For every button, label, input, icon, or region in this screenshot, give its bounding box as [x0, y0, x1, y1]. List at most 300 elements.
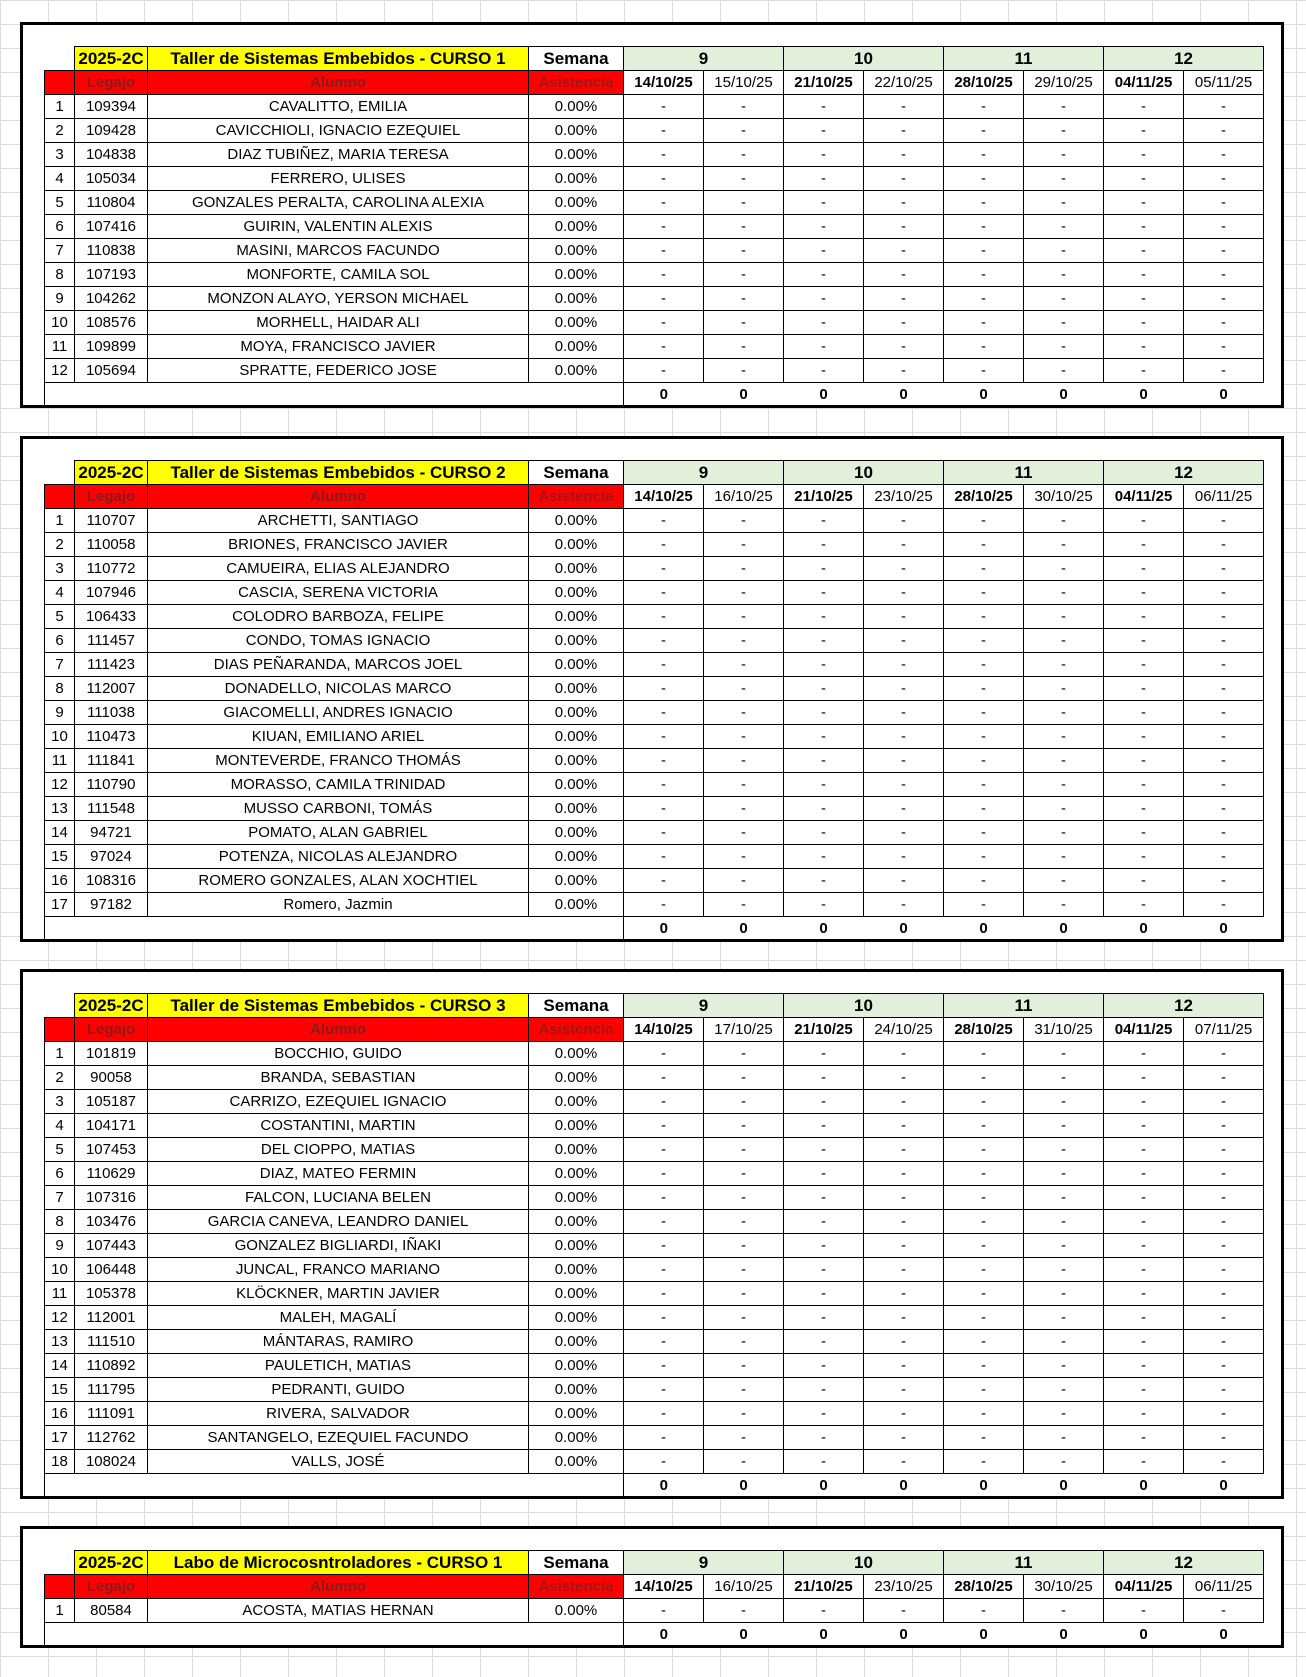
attendance-mark-cell[interactable]: -	[624, 1042, 704, 1066]
student-name-cell[interactable]: GONZALEZ BIGLIARDI, IÑAKI	[148, 1234, 529, 1258]
legajo-cell[interactable]: 107416	[75, 215, 148, 239]
attendance-mark-cell[interactable]: -	[944, 725, 1024, 749]
attendance-mark-cell[interactable]: -	[1104, 1234, 1184, 1258]
row-number[interactable]: 18	[45, 1450, 75, 1474]
attendance-mark-cell[interactable]: -	[864, 1378, 944, 1402]
attendance-mark-cell[interactable]: -	[784, 1402, 864, 1426]
attendance-mark-cell[interactable]: -	[784, 287, 864, 311]
attendance-mark-cell[interactable]: -	[784, 509, 864, 533]
attendance-mark-cell[interactable]: -	[784, 359, 864, 383]
date-total-cell[interactable]: 0	[1139, 385, 1148, 403]
attendance-mark-cell[interactable]: -	[784, 1186, 864, 1210]
attendance-mark-cell[interactable]: -	[944, 143, 1024, 167]
attendance-mark-cell[interactable]: -	[784, 263, 864, 287]
row-number[interactable]: 8	[45, 1210, 75, 1234]
attendance-mark-cell[interactable]: -	[1104, 1258, 1184, 1282]
attendance-mark-cell[interactable]: -	[624, 1282, 704, 1306]
attendance-mark-cell[interactable]: -	[1024, 1090, 1104, 1114]
attendance-mark-cell[interactable]: -	[1104, 869, 1184, 893]
date-total-cell[interactable]: 0	[1219, 385, 1228, 403]
attendance-percent-cell[interactable]: 0.00%	[529, 95, 624, 119]
attendance-percent-cell[interactable]: 0.00%	[529, 701, 624, 725]
legajo-cell[interactable]: 108024	[75, 1450, 148, 1474]
legajo-cell[interactable]: 109899	[75, 335, 148, 359]
attendance-mark-cell[interactable]: -	[944, 287, 1024, 311]
attendance-mark-cell[interactable]: -	[704, 359, 784, 383]
row-number[interactable]: 10	[45, 1258, 75, 1282]
attendance-mark-cell[interactable]: -	[864, 1354, 944, 1378]
attendance-mark-cell[interactable]: -	[1104, 821, 1184, 845]
row-number[interactable]: 9	[45, 287, 75, 311]
student-name-cell[interactable]: CASCIA, SERENA VICTORIA	[148, 581, 529, 605]
attendance-percent-cell[interactable]: 0.00%	[529, 1210, 624, 1234]
attendance-mark-cell[interactable]: -	[1024, 359, 1104, 383]
row-number[interactable]: 7	[45, 653, 75, 677]
student-name-cell[interactable]: Romero, Jazmin	[148, 893, 529, 917]
student-name-cell[interactable]: ACOSTA, MATIAS HERNAN	[148, 1599, 529, 1623]
attendance-mark-cell[interactable]: -	[944, 95, 1024, 119]
attendance-mark-cell[interactable]: -	[1184, 677, 1264, 701]
attendance-mark-cell[interactable]: -	[864, 143, 944, 167]
attendance-mark-cell[interactable]: -	[1184, 821, 1264, 845]
date-total-cell[interactable]: 0	[1139, 919, 1148, 937]
date-total-cell[interactable]: 0	[1059, 1625, 1068, 1643]
attendance-percent-cell[interactable]: 0.00%	[529, 1258, 624, 1282]
attendance-mark-cell[interactable]: -	[1024, 1330, 1104, 1354]
legajo-cell[interactable]: 105187	[75, 1090, 148, 1114]
attendance-mark-cell[interactable]: -	[1184, 1330, 1264, 1354]
attendance-percent-cell[interactable]: 0.00%	[529, 359, 624, 383]
attendance-mark-cell[interactable]: -	[944, 1426, 1024, 1450]
attendance-percent-cell[interactable]: 0.00%	[529, 335, 624, 359]
attendance-mark-cell[interactable]: -	[1104, 1114, 1184, 1138]
attendance-mark-cell[interactable]: -	[1024, 1354, 1104, 1378]
legajo-cell[interactable]: 110629	[75, 1162, 148, 1186]
attendance-percent-cell[interactable]: 0.00%	[529, 1114, 624, 1138]
row-number[interactable]: 8	[45, 263, 75, 287]
attendance-mark-cell[interactable]: -	[1184, 1426, 1264, 1450]
attendance-mark-cell[interactable]: -	[1024, 1042, 1104, 1066]
student-name-cell[interactable]: COSTANTINI, MARTIN	[148, 1114, 529, 1138]
attendance-mark-cell[interactable]: -	[704, 1186, 784, 1210]
attendance-mark-cell[interactable]: -	[704, 677, 784, 701]
attendance-mark-cell[interactable]: -	[704, 119, 784, 143]
attendance-mark-cell[interactable]: -	[704, 1138, 784, 1162]
attendance-mark-cell[interactable]: -	[784, 1258, 864, 1282]
attendance-mark-cell[interactable]: -	[784, 1282, 864, 1306]
attendance-mark-cell[interactable]: -	[1024, 773, 1104, 797]
student-name-cell[interactable]: PEDRANTI, GUIDO	[148, 1378, 529, 1402]
attendance-mark-cell[interactable]: -	[704, 1090, 784, 1114]
attendance-mark-cell[interactable]: -	[1024, 677, 1104, 701]
attendance-mark-cell[interactable]: -	[784, 1042, 864, 1066]
legajo-cell[interactable]: 110058	[75, 533, 148, 557]
student-name-cell[interactable]: MONFORTE, CAMILA SOL	[148, 263, 529, 287]
attendance-mark-cell[interactable]: -	[1024, 821, 1104, 845]
attendance-mark-cell[interactable]: -	[944, 581, 1024, 605]
attendance-mark-cell[interactable]: -	[1184, 1162, 1264, 1186]
attendance-mark-cell[interactable]: -	[704, 167, 784, 191]
attendance-mark-cell[interactable]: -	[784, 215, 864, 239]
attendance-mark-cell[interactable]: -	[1104, 653, 1184, 677]
attendance-mark-cell[interactable]: -	[624, 557, 704, 581]
attendance-percent-cell[interactable]: 0.00%	[529, 581, 624, 605]
attendance-percent-cell[interactable]: 0.00%	[529, 1402, 624, 1426]
attendance-mark-cell[interactable]: -	[1104, 1599, 1184, 1623]
student-name-cell[interactable]: FERRERO, ULISES	[148, 167, 529, 191]
attendance-mark-cell[interactable]: -	[1184, 1354, 1264, 1378]
attendance-mark-cell[interactable]: -	[944, 359, 1024, 383]
attendance-mark-cell[interactable]: -	[624, 629, 704, 653]
date-total-cell[interactable]: 0	[899, 1476, 908, 1494]
legajo-cell[interactable]: 106433	[75, 605, 148, 629]
student-name-cell[interactable]: MORHELL, HAIDAR ALI	[148, 311, 529, 335]
attendance-mark-cell[interactable]: -	[704, 821, 784, 845]
attendance-mark-cell[interactable]: -	[944, 773, 1024, 797]
row-number[interactable]: 5	[45, 191, 75, 215]
attendance-percent-cell[interactable]: 0.00%	[529, 1090, 624, 1114]
attendance-mark-cell[interactable]: -	[1024, 1282, 1104, 1306]
legajo-cell[interactable]: 105034	[75, 167, 148, 191]
attendance-mark-cell[interactable]: -	[624, 725, 704, 749]
attendance-mark-cell[interactable]: -	[704, 533, 784, 557]
attendance-mark-cell[interactable]: -	[1104, 1426, 1184, 1450]
attendance-mark-cell[interactable]: -	[944, 1138, 1024, 1162]
attendance-mark-cell[interactable]: -	[1024, 287, 1104, 311]
attendance-mark-cell[interactable]: -	[784, 533, 864, 557]
attendance-mark-cell[interactable]: -	[624, 1162, 704, 1186]
attendance-mark-cell[interactable]: -	[864, 869, 944, 893]
legajo-cell[interactable]: 112007	[75, 677, 148, 701]
attendance-mark-cell[interactable]: -	[624, 677, 704, 701]
attendance-mark-cell[interactable]: -	[864, 167, 944, 191]
date-total-cell[interactable]: 0	[819, 919, 828, 937]
attendance-mark-cell[interactable]: -	[784, 1306, 864, 1330]
attendance-mark-cell[interactable]: -	[784, 1450, 864, 1474]
attendance-mark-cell[interactable]: -	[704, 581, 784, 605]
attendance-mark-cell[interactable]: -	[1024, 239, 1104, 263]
attendance-mark-cell[interactable]: -	[784, 335, 864, 359]
attendance-mark-cell[interactable]: -	[704, 1282, 784, 1306]
row-number[interactable]: 3	[45, 143, 75, 167]
attendance-mark-cell[interactable]: -	[1024, 191, 1104, 215]
attendance-percent-cell[interactable]: 0.00%	[529, 509, 624, 533]
attendance-mark-cell[interactable]: -	[1184, 1450, 1264, 1474]
attendance-mark-cell[interactable]: -	[1104, 509, 1184, 533]
student-name-cell[interactable]: MUSSO CARBONI, TOMÁS	[148, 797, 529, 821]
attendance-mark-cell[interactable]: -	[1184, 239, 1264, 263]
attendance-mark-cell[interactable]: -	[704, 1306, 784, 1330]
legajo-cell[interactable]: 104171	[75, 1114, 148, 1138]
attendance-mark-cell[interactable]: -	[784, 1138, 864, 1162]
attendance-mark-cell[interactable]: -	[1024, 1234, 1104, 1258]
attendance-mark-cell[interactable]: -	[704, 1426, 784, 1450]
legajo-cell[interactable]: 111457	[75, 629, 148, 653]
attendance-percent-cell[interactable]: 0.00%	[529, 215, 624, 239]
attendance-percent-cell[interactable]: 0.00%	[529, 1599, 624, 1623]
attendance-mark-cell[interactable]: -	[1184, 1042, 1264, 1066]
attendance-mark-cell[interactable]: -	[1104, 263, 1184, 287]
attendance-mark-cell[interactable]: -	[864, 1330, 944, 1354]
attendance-mark-cell[interactable]: -	[1184, 359, 1264, 383]
attendance-mark-cell[interactable]: -	[1184, 1114, 1264, 1138]
attendance-mark-cell[interactable]: -	[864, 533, 944, 557]
attendance-mark-cell[interactable]: -	[1104, 773, 1184, 797]
attendance-mark-cell[interactable]: -	[1104, 1186, 1184, 1210]
attendance-mark-cell[interactable]: -	[624, 1306, 704, 1330]
attendance-mark-cell[interactable]: -	[944, 1186, 1024, 1210]
attendance-mark-cell[interactable]: -	[704, 725, 784, 749]
attendance-mark-cell[interactable]: -	[1024, 869, 1104, 893]
row-number[interactable]: 13	[45, 1330, 75, 1354]
attendance-mark-cell[interactable]: -	[624, 1599, 704, 1623]
attendance-mark-cell[interactable]: -	[944, 1042, 1024, 1066]
attendance-percent-cell[interactable]: 0.00%	[529, 725, 624, 749]
attendance-mark-cell[interactable]: -	[784, 797, 864, 821]
attendance-mark-cell[interactable]: -	[624, 215, 704, 239]
attendance-mark-cell[interactable]: -	[1104, 287, 1184, 311]
attendance-mark-cell[interactable]: -	[1184, 1258, 1264, 1282]
attendance-mark-cell[interactable]: -	[944, 1114, 1024, 1138]
attendance-percent-cell[interactable]: 0.00%	[529, 311, 624, 335]
attendance-mark-cell[interactable]: -	[704, 311, 784, 335]
attendance-mark-cell[interactable]: -	[944, 533, 1024, 557]
attendance-percent-cell[interactable]: 0.00%	[529, 167, 624, 191]
attendance-mark-cell[interactable]: -	[864, 1282, 944, 1306]
attendance-mark-cell[interactable]: -	[1104, 605, 1184, 629]
attendance-mark-cell[interactable]: -	[1104, 143, 1184, 167]
attendance-mark-cell[interactable]: -	[864, 1186, 944, 1210]
attendance-mark-cell[interactable]: -	[1024, 701, 1104, 725]
legajo-cell[interactable]: 105694	[75, 359, 148, 383]
date-total-cell[interactable]: 0	[659, 1625, 668, 1643]
attendance-mark-cell[interactable]: -	[784, 1330, 864, 1354]
attendance-percent-cell[interactable]: 0.00%	[529, 557, 624, 581]
attendance-mark-cell[interactable]: -	[1184, 701, 1264, 725]
attendance-mark-cell[interactable]: -	[864, 1162, 944, 1186]
attendance-percent-cell[interactable]: 0.00%	[529, 1138, 624, 1162]
row-number[interactable]: 11	[45, 335, 75, 359]
attendance-mark-cell[interactable]: -	[1024, 845, 1104, 869]
attendance-mark-cell[interactable]: -	[624, 1090, 704, 1114]
attendance-mark-cell[interactable]: -	[864, 1114, 944, 1138]
attendance-mark-cell[interactable]: -	[944, 653, 1024, 677]
row-number[interactable]: 11	[45, 749, 75, 773]
attendance-mark-cell[interactable]: -	[944, 1210, 1024, 1234]
attendance-mark-cell[interactable]: -	[944, 1306, 1024, 1330]
legajo-cell[interactable]: 111841	[75, 749, 148, 773]
attendance-mark-cell[interactable]: -	[864, 893, 944, 917]
attendance-mark-cell[interactable]: -	[624, 1258, 704, 1282]
attendance-mark-cell[interactable]: -	[1104, 557, 1184, 581]
attendance-percent-cell[interactable]: 0.00%	[529, 1378, 624, 1402]
attendance-mark-cell[interactable]: -	[1024, 119, 1104, 143]
attendance-mark-cell[interactable]: -	[944, 1599, 1024, 1623]
legajo-cell[interactable]: 109428	[75, 119, 148, 143]
attendance-mark-cell[interactable]: -	[1104, 215, 1184, 239]
student-name-cell[interactable]: DIAS PEÑARANDA, MARCOS JOEL	[148, 653, 529, 677]
attendance-mark-cell[interactable]: -	[1024, 167, 1104, 191]
date-total-cell[interactable]: 0	[819, 385, 828, 403]
attendance-mark-cell[interactable]: -	[1184, 1090, 1264, 1114]
attendance-mark-cell[interactable]: -	[944, 797, 1024, 821]
student-name-cell[interactable]: CARRIZO, EZEQUIEL IGNACIO	[148, 1090, 529, 1114]
attendance-mark-cell[interactable]: -	[704, 1450, 784, 1474]
attendance-mark-cell[interactable]: -	[1184, 509, 1264, 533]
attendance-mark-cell[interactable]: -	[784, 167, 864, 191]
attendance-mark-cell[interactable]: -	[624, 701, 704, 725]
attendance-mark-cell[interactable]: -	[624, 1330, 704, 1354]
date-total-cell[interactable]: 0	[1139, 1625, 1148, 1643]
date-total-cell[interactable]: 0	[1059, 385, 1068, 403]
date-total-cell[interactable]: 0	[739, 919, 748, 937]
attendance-mark-cell[interactable]: -	[944, 167, 1024, 191]
date-total-cell[interactable]: 0	[739, 1476, 748, 1494]
legajo-cell[interactable]: 111091	[75, 1402, 148, 1426]
attendance-mark-cell[interactable]: -	[1104, 677, 1184, 701]
attendance-mark-cell[interactable]: -	[1184, 191, 1264, 215]
attendance-mark-cell[interactable]: -	[784, 1378, 864, 1402]
attendance-mark-cell[interactable]: -	[944, 1450, 1024, 1474]
legajo-cell[interactable]: 111795	[75, 1378, 148, 1402]
attendance-mark-cell[interactable]: -	[624, 1186, 704, 1210]
attendance-mark-cell[interactable]: -	[624, 1354, 704, 1378]
attendance-mark-cell[interactable]: -	[704, 143, 784, 167]
attendance-mark-cell[interactable]: -	[624, 581, 704, 605]
row-number[interactable]: 13	[45, 797, 75, 821]
attendance-mark-cell[interactable]: -	[624, 605, 704, 629]
attendance-mark-cell[interactable]: -	[784, 725, 864, 749]
attendance-percent-cell[interactable]: 0.00%	[529, 821, 624, 845]
attendance-mark-cell[interactable]: -	[624, 1138, 704, 1162]
student-name-cell[interactable]: PAULETICH, MATIAS	[148, 1354, 529, 1378]
date-total-cell[interactable]: 0	[819, 1476, 828, 1494]
attendance-mark-cell[interactable]: -	[1184, 557, 1264, 581]
legajo-cell[interactable]: 108576	[75, 311, 148, 335]
attendance-mark-cell[interactable]: -	[1184, 119, 1264, 143]
attendance-mark-cell[interactable]: -	[624, 749, 704, 773]
attendance-mark-cell[interactable]: -	[1104, 701, 1184, 725]
legajo-cell[interactable]: 110790	[75, 773, 148, 797]
attendance-mark-cell[interactable]: -	[944, 557, 1024, 581]
attendance-mark-cell[interactable]: -	[1024, 1114, 1104, 1138]
attendance-percent-cell[interactable]: 0.00%	[529, 1162, 624, 1186]
attendance-mark-cell[interactable]: -	[784, 629, 864, 653]
student-name-cell[interactable]: GONZALES PERALTA, CAROLINA ALEXIA	[148, 191, 529, 215]
date-total-cell[interactable]: 0	[899, 1625, 908, 1643]
attendance-mark-cell[interactable]: -	[944, 1162, 1024, 1186]
student-name-cell[interactable]: CAVICCHIOLI, IGNACIO EZEQUIEL	[148, 119, 529, 143]
row-number[interactable]: 6	[45, 1162, 75, 1186]
attendance-mark-cell[interactable]: -	[704, 797, 784, 821]
row-number[interactable]: 10	[45, 725, 75, 749]
attendance-mark-cell[interactable]: -	[864, 1599, 944, 1623]
date-total-cell[interactable]: 0	[1139, 1476, 1148, 1494]
legajo-cell[interactable]: 80584	[75, 1599, 148, 1623]
student-name-cell[interactable]: MONZON ALAYO, YERSON MICHAEL	[148, 287, 529, 311]
attendance-mark-cell[interactable]: -	[864, 1234, 944, 1258]
attendance-mark-cell[interactable]: -	[864, 95, 944, 119]
attendance-mark-cell[interactable]: -	[864, 239, 944, 263]
attendance-mark-cell[interactable]: -	[1024, 1210, 1104, 1234]
attendance-mark-cell[interactable]: -	[1184, 629, 1264, 653]
attendance-percent-cell[interactable]: 0.00%	[529, 1450, 624, 1474]
attendance-mark-cell[interactable]: -	[864, 845, 944, 869]
attendance-mark-cell[interactable]: -	[784, 1210, 864, 1234]
attendance-mark-cell[interactable]: -	[624, 845, 704, 869]
attendance-mark-cell[interactable]: -	[1024, 1378, 1104, 1402]
attendance-mark-cell[interactable]: -	[1024, 605, 1104, 629]
legajo-cell[interactable]: 101819	[75, 1042, 148, 1066]
legajo-cell[interactable]: 97182	[75, 893, 148, 917]
student-name-cell[interactable]: JUNCAL, FRANCO MARIANO	[148, 1258, 529, 1282]
attendance-mark-cell[interactable]: -	[1184, 1306, 1264, 1330]
attendance-mark-cell[interactable]: -	[1024, 725, 1104, 749]
row-number[interactable]: 4	[45, 167, 75, 191]
attendance-mark-cell[interactable]: -	[784, 677, 864, 701]
legajo-cell[interactable]: 110892	[75, 1354, 148, 1378]
student-name-cell[interactable]: DONADELLO, NICOLAS MARCO	[148, 677, 529, 701]
row-number[interactable]: 16	[45, 1402, 75, 1426]
attendance-mark-cell[interactable]: -	[1184, 143, 1264, 167]
attendance-mark-cell[interactable]: -	[1104, 725, 1184, 749]
attendance-mark-cell[interactable]: -	[1024, 1066, 1104, 1090]
row-number[interactable]: 8	[45, 677, 75, 701]
row-number[interactable]: 2	[45, 119, 75, 143]
attendance-mark-cell[interactable]: -	[944, 1090, 1024, 1114]
row-number[interactable]: 2	[45, 533, 75, 557]
date-total-cell[interactable]: 0	[739, 1625, 748, 1643]
attendance-mark-cell[interactable]: -	[624, 1378, 704, 1402]
attendance-mark-cell[interactable]: -	[704, 1066, 784, 1090]
attendance-mark-cell[interactable]: -	[864, 1090, 944, 1114]
legajo-cell[interactable]: 112762	[75, 1426, 148, 1450]
attendance-percent-cell[interactable]: 0.00%	[529, 605, 624, 629]
student-name-cell[interactable]: DEL CIOPPO, MATIAS	[148, 1138, 529, 1162]
attendance-mark-cell[interactable]: -	[864, 509, 944, 533]
attendance-mark-cell[interactable]: -	[624, 821, 704, 845]
date-total-cell[interactable]: 0	[1219, 1625, 1228, 1643]
attendance-mark-cell[interactable]: -	[624, 95, 704, 119]
attendance-mark-cell[interactable]: -	[704, 1210, 784, 1234]
attendance-mark-cell[interactable]: -	[624, 143, 704, 167]
attendance-mark-cell[interactable]: -	[1184, 1234, 1264, 1258]
attendance-mark-cell[interactable]: -	[944, 845, 1024, 869]
attendance-mark-cell[interactable]: -	[864, 725, 944, 749]
row-number[interactable]: 10	[45, 311, 75, 335]
attendance-percent-cell[interactable]: 0.00%	[529, 1306, 624, 1330]
attendance-mark-cell[interactable]: -	[704, 191, 784, 215]
attendance-mark-cell[interactable]: -	[1024, 215, 1104, 239]
date-total-cell[interactable]: 0	[979, 1476, 988, 1494]
attendance-mark-cell[interactable]: -	[1104, 167, 1184, 191]
attendance-mark-cell[interactable]: -	[1104, 95, 1184, 119]
attendance-percent-cell[interactable]: 0.00%	[529, 533, 624, 557]
attendance-percent-cell[interactable]: 0.00%	[529, 263, 624, 287]
attendance-mark-cell[interactable]: -	[864, 773, 944, 797]
attendance-percent-cell[interactable]: 0.00%	[529, 239, 624, 263]
attendance-mark-cell[interactable]: -	[1104, 1066, 1184, 1090]
date-total-cell[interactable]: 0	[979, 1625, 988, 1643]
student-name-cell[interactable]: GUIRIN, VALENTIN ALEXIS	[148, 215, 529, 239]
attendance-mark-cell[interactable]: -	[944, 335, 1024, 359]
attendance-percent-cell[interactable]: 0.00%	[529, 797, 624, 821]
attendance-mark-cell[interactable]: -	[1104, 191, 1184, 215]
row-number[interactable]: 15	[45, 845, 75, 869]
attendance-mark-cell[interactable]: -	[704, 509, 784, 533]
legajo-cell[interactable]: 97024	[75, 845, 148, 869]
attendance-mark-cell[interactable]: -	[704, 1378, 784, 1402]
